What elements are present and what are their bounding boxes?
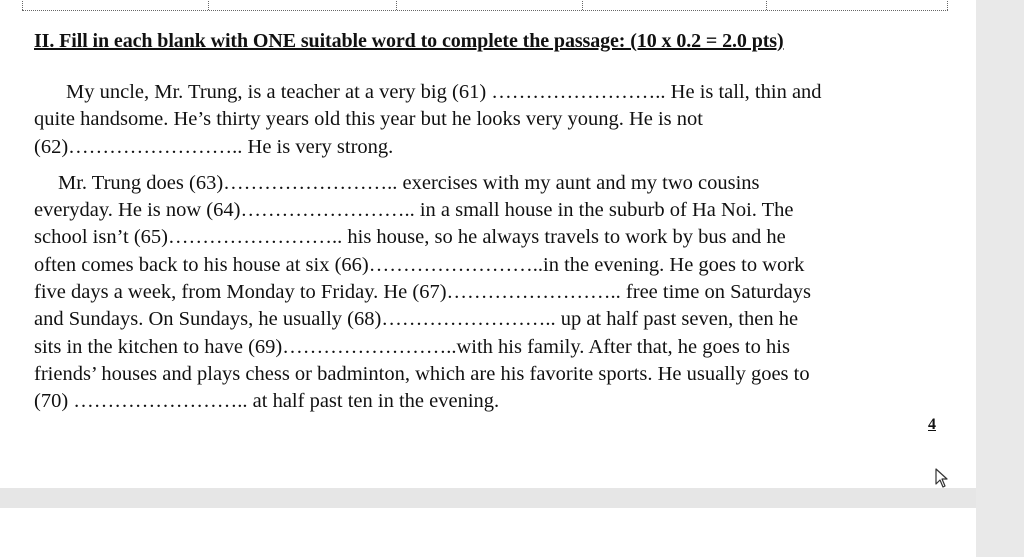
- table-cell-border: [582, 0, 583, 10]
- next-document-page: [0, 508, 976, 557]
- table-cell-border: [22, 0, 23, 10]
- paragraph-2: [34, 170, 944, 416]
- paragraph-1: [34, 79, 944, 161]
- previous-table-edge: [22, 0, 948, 11]
- window-margin: [976, 0, 1024, 557]
- table-cell-border: [947, 0, 948, 10]
- passage-line: friends’ houses and plays chess or badminton, which are his favorite sports. He usually goes to: [34, 362, 810, 385]
- passage-line: five days a week, from Monday to Friday. He (67)…………………….. free time on Saturdays: [34, 281, 811, 304]
- passage: [34, 79, 944, 416]
- mouse-pointer-icon: [935, 468, 949, 488]
- passage-line: (62)…………………….. He is very strong.: [34, 135, 394, 158]
- passage-line: everyday. He is now (64)…………………….. in a small house in the suburb of Ha Noi. The: [34, 199, 794, 222]
- passage-line: (70) …………………….. at half past ten in the evening.: [34, 390, 500, 413]
- passage-line: often comes back to his house at six (66)……………………..in the evening. He goes to work: [34, 253, 805, 276]
- passage-line: sits in the kitchen to have (69)……………………..with his family. After that, he goes to his: [34, 335, 790, 358]
- section-heading: II. Fill in each blank with ONE suitable word to complete the passage: (10 x 0.2 = 2.0 pts): [34, 30, 784, 52]
- passage-line: school isn’t (65)…………………….. his house, so he always travels to work by bus and he: [34, 226, 786, 249]
- table-cell-border: [396, 0, 397, 10]
- page-number: 4: [928, 416, 936, 433]
- passage-line: and Sundays. On Sundays, he usually (68)…………………….. up at half past seven, then he: [34, 308, 799, 331]
- passage-line: Mr. Trung does (63)…………………….. exercises with my aunt and my two cousins: [58, 171, 760, 194]
- passage-line: My uncle, Mr. Trung, is a teacher at a very big (61) …………………….. He is tall, thin and: [66, 81, 822, 103]
- table-cell-border: [766, 0, 767, 10]
- table-cell-border: [208, 0, 209, 10]
- passage-line: quite handsome. He’s thirty years old this year but he looks very young. He is not: [34, 108, 703, 131]
